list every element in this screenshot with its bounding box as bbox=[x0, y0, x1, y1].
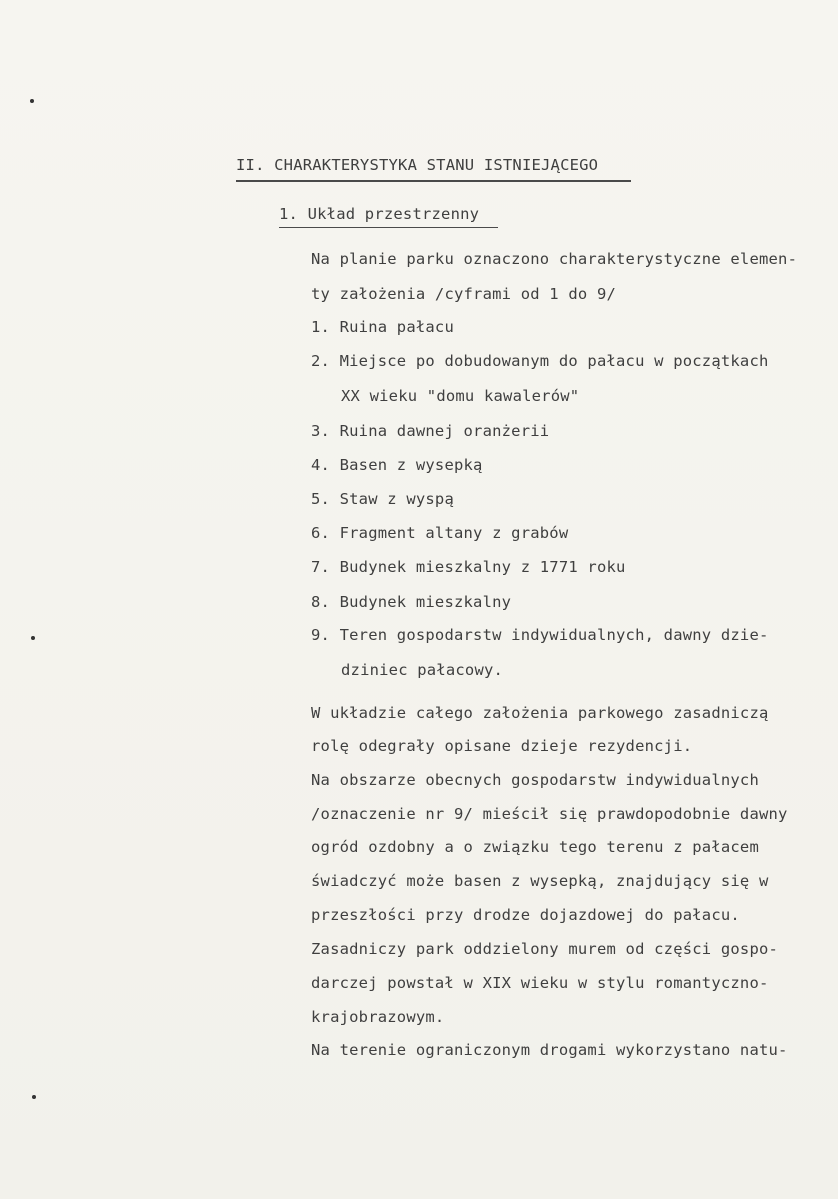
text-line: Na obszarze obecnych gospodarstw indywidualnych bbox=[311, 771, 759, 789]
heading-underline bbox=[236, 180, 631, 182]
text-line: krajobrazowym. bbox=[311, 1008, 445, 1026]
text-line: dziniec pałacowy. bbox=[341, 661, 504, 679]
text-line: rolę odegrały opisane dzieje rezydencji. bbox=[311, 737, 693, 755]
list-item: 3. Ruina dawnej oranżerii bbox=[311, 422, 550, 440]
list-item: 2. Miejsce po dobudowanym do pałacu w początkach bbox=[311, 352, 769, 370]
list-item: 4. Basen z wysepką bbox=[311, 456, 483, 474]
text-line: darczej powstał w XIX wieku w stylu romantyczno- bbox=[311, 974, 769, 992]
text-line: przeszłości przy drodze dojazdowej do pałacu. bbox=[311, 906, 740, 924]
margin-punch-mark bbox=[32, 1095, 36, 1099]
list-item: 1. Ruina pałacu bbox=[311, 318, 454, 336]
list-item: 7. Budynek mieszkalny z 1771 roku bbox=[311, 558, 626, 576]
text-line: XX wieku "domu kawalerów" bbox=[341, 387, 580, 405]
margin-punch-mark bbox=[30, 99, 34, 103]
subheading-underline bbox=[279, 227, 498, 228]
list-item: 6. Fragment altany z grabów bbox=[311, 524, 569, 542]
margin-punch-mark bbox=[31, 636, 35, 640]
text-line: Na planie parku oznaczono charakterystyczne elemen- bbox=[311, 250, 798, 268]
text-line: Na terenie ograniczonym drogami wykorzystano natu- bbox=[311, 1041, 788, 1059]
list-item: 8. Budynek mieszkalny bbox=[311, 593, 512, 611]
text-line: świadczyć może basen z wysepką, znajdujący się w bbox=[311, 872, 769, 890]
text-line: ty założenia /cyframi od 1 do 9/ bbox=[311, 285, 617, 303]
text-line: W układzie całego założenia parkowego zasadniczą bbox=[311, 704, 769, 722]
list-item: 5. Staw z wyspą bbox=[311, 490, 454, 508]
text-line: Zasadniczy park oddzielony murem od części gospo- bbox=[311, 940, 779, 958]
text-line: /oznaczenie nr 9/ mieścił się prawdopodobnie dawny bbox=[311, 805, 788, 823]
section-heading: II. CHARAKTERYSTYKA STANU ISTNIEJĄCEGO bbox=[236, 156, 599, 174]
text-line: ogród ozdobny a o związku tego terenu z pałacem bbox=[311, 838, 759, 856]
list-item: 9. Teren gospodarstw indywidualnych, dawny dzie- bbox=[311, 626, 769, 644]
subsection-heading: 1. Układ przestrzenny bbox=[279, 205, 480, 223]
